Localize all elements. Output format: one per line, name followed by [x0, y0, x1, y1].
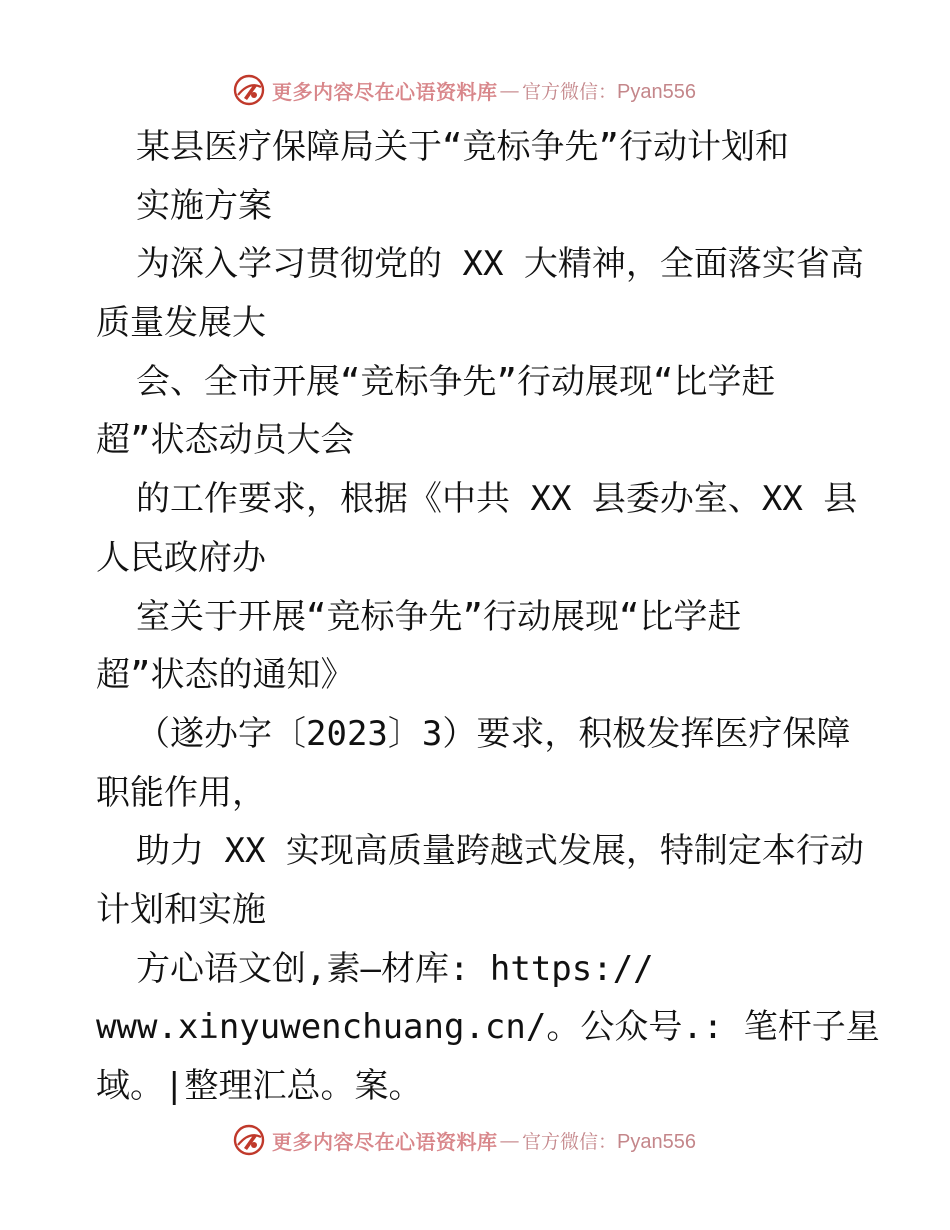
brand-logo-icon	[232, 1123, 266, 1157]
text-line: 质量发展大	[96, 303, 266, 344]
text-line: 超”状态动员大会	[96, 420, 355, 461]
header-contact-label: 官方微信：	[522, 80, 618, 103]
text-line: （遂办字〔2023〕3）要求，积极发挥医疗保障	[136, 713, 851, 754]
text-line: 会、全市开展“竞标争先”行动展现“比学赶	[136, 361, 776, 402]
footer-banner	[232, 1120, 752, 1160]
text-line: 人民政府办	[96, 537, 266, 578]
document-body	[96, 118, 880, 1116]
text-line: 室关于开展“竞标争先”行动展现“比学赶	[136, 596, 742, 637]
footer-banner-dash: —	[499, 1128, 520, 1152]
header-banner-text: 更多内容尽在心语资料库	[272, 79, 498, 104]
footer-contact-account: Pyan556	[617, 1130, 696, 1153]
text-line: 计划和实施	[96, 889, 266, 930]
text-line: 方心语文创,素—材库: https://	[136, 948, 654, 989]
header-banner	[232, 70, 752, 110]
brand-logo-icon	[232, 73, 266, 107]
footer-banner-text: 更多内容尽在心语资料库	[272, 1129, 498, 1154]
text-line: 超”状态的通知》	[96, 655, 355, 696]
footer-banner-contact	[522, 1127, 696, 1154]
text-line: 职能作用，	[96, 772, 266, 813]
text-line: www.xinyuwenchuang.cn/。公众号.: 笔杆子星	[96, 1007, 880, 1048]
footer-contact-label: 官方微信：	[522, 1130, 618, 1153]
text-line: 实施方案	[136, 185, 272, 226]
text-line: 某县医疗保障局关于“竞标争先”行动计划和	[136, 127, 789, 167]
text-line: 的工作要求，根据《中共 XX 县委办室、XX 县	[136, 479, 858, 520]
text-line: 助力 XX 实现高质量跨越式发展，特制定本行动	[136, 831, 864, 872]
text-line: 为深入学习贯彻党的 XX 大精神，全面落实省高	[136, 244, 864, 285]
text-line: 域。|整理汇总。案。	[96, 1066, 423, 1106]
header-contact-account: Pyan556	[617, 80, 696, 103]
header-banner-contact	[522, 77, 696, 104]
header-banner-dash: —	[499, 78, 520, 102]
